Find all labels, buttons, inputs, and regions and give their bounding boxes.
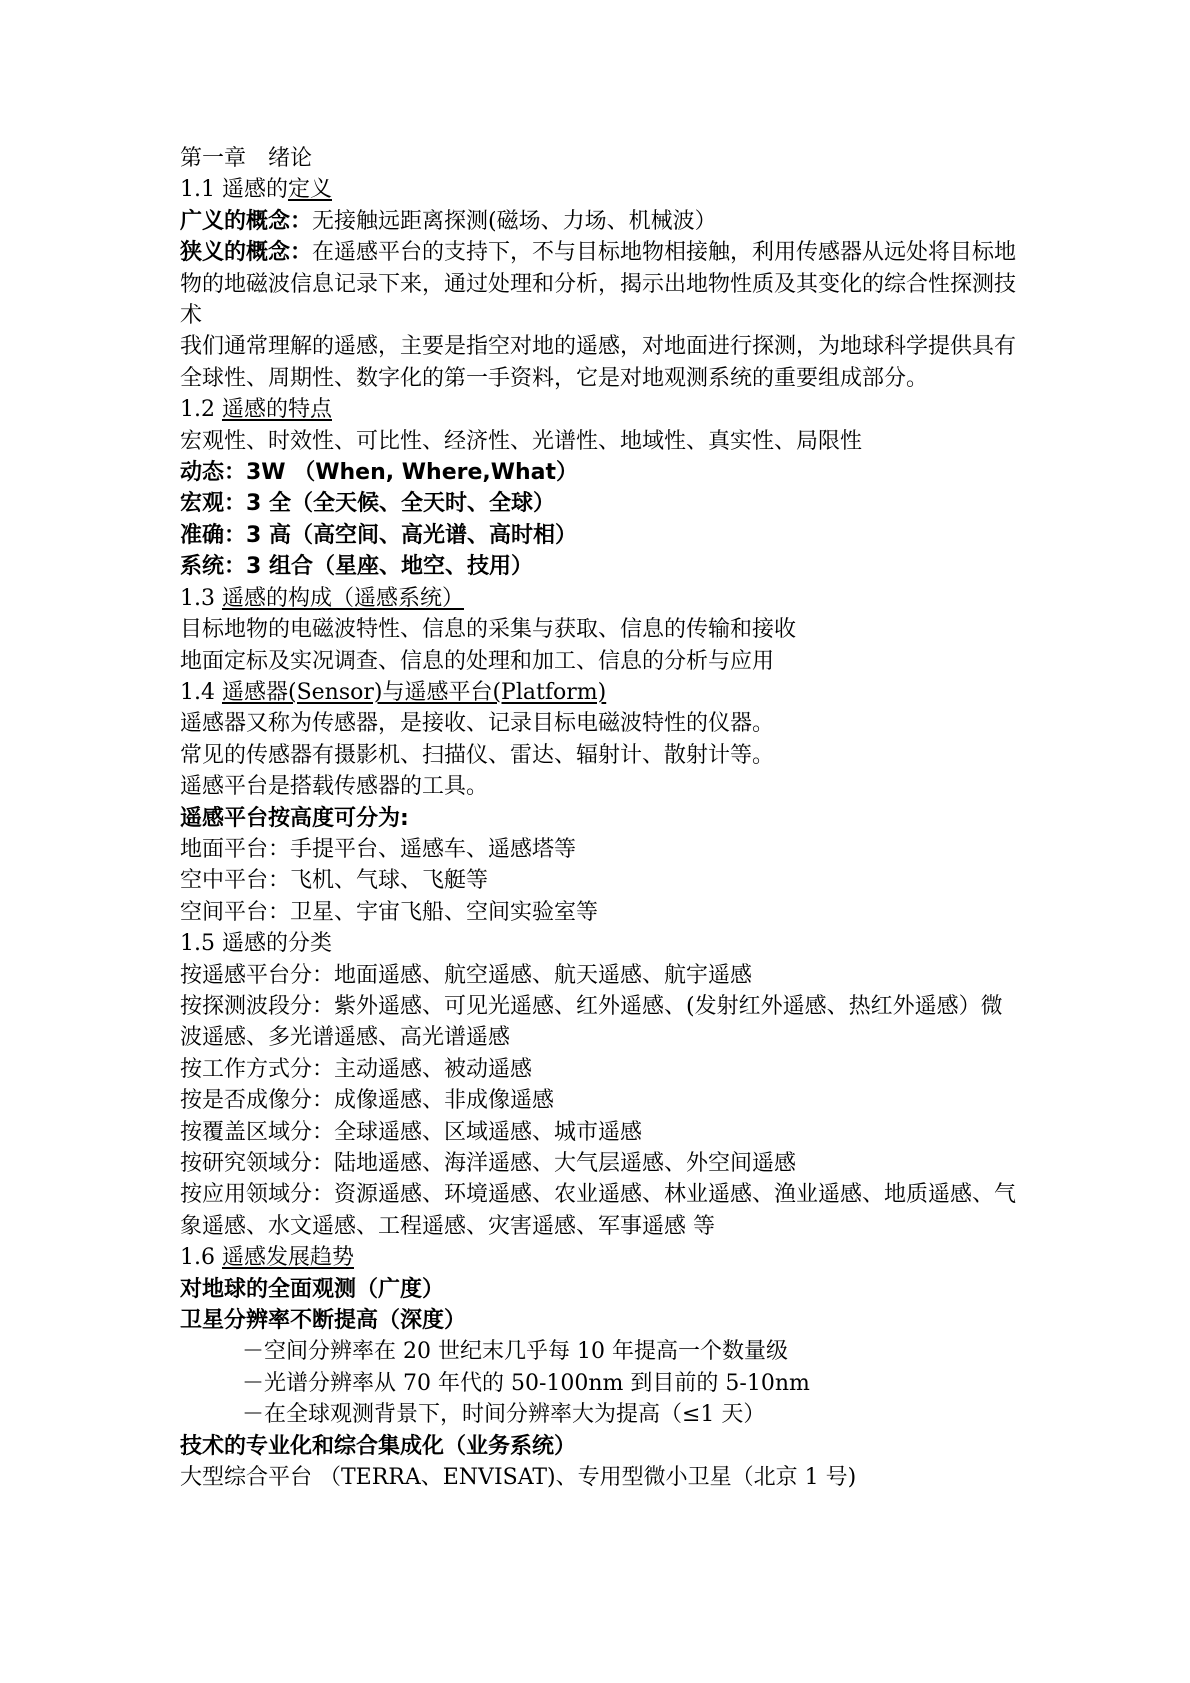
broad-concept-text: 无接触远距离探测(磁场、力场、机械波） xyxy=(312,208,717,234)
trend-spectral-resolution: －光谱分辨率从 70 年代的 50-100nm 到目前的 5-10nm xyxy=(242,1370,810,1396)
classification-application: 按应用领域分：资源遥感、环境遥感、农业遥感、林业遥感、渔业遥感、地质遥感、气象遥感、水文遥感、工程遥感、灾害遥感、军事遥感 等 xyxy=(180,1182,1017,1239)
section-1-1-heading xyxy=(180,174,1020,205)
composition-line-2: 地面定标及实况调查、信息的处理和加工、信息的分析与应用 xyxy=(180,648,775,674)
section-1-5-heading: 1.5 遥感的分类 xyxy=(180,931,332,957)
feature-macro: 宏观：3 全（全天候、全天时、全球） xyxy=(180,491,555,517)
classification-research: 按研究领域分：陆地遥感、海洋遥感、大气层遥感、外空间遥感 xyxy=(180,1151,797,1176)
composition-line-1: 目标地物的电磁波特性、信息的采集与获取、信息的传输和接收 xyxy=(180,617,797,643)
classification-mode: 按工作方式分：主动遥感、被动遥感 xyxy=(180,1056,533,1082)
trend-temporal-resolution: －在全球观测背景下，时间分辨率大为提高（≤1 天） xyxy=(242,1402,766,1428)
section-title: 定义 xyxy=(287,177,332,203)
section-1-2-heading xyxy=(180,394,1020,425)
classification-band: 按探测波段分：紫外遥感、可见光遥感、红外遥感、(发射红外遥感、热红外遥感）微波遥感、多光谱遥感、高光谱遥感 xyxy=(180,993,1003,1051)
trend-depth: 卫星分辨率不断提高（深度） xyxy=(180,1308,467,1334)
sensor-line-2: 常见的传感器有摄影机、扫描仪、雷达、辐射计、散射计等。 xyxy=(180,742,775,768)
section-title: 遥感发展趋势 xyxy=(221,1245,354,1271)
feature-dynamic: 动态：3W （When, Where,What） xyxy=(180,460,579,486)
section-title: 遥感器(Sensor)与遥感平台(Platform) xyxy=(221,679,607,705)
section-number: 1.3 xyxy=(180,585,222,611)
classification-platform: 按遥感平台分：地面遥感、航空遥感、航天遥感、航宇遥感 xyxy=(180,962,753,988)
section-number: 1.1 遥感的 xyxy=(180,177,288,203)
document-body xyxy=(180,143,1020,1493)
platform-air: 空中平台：飞机、气球、飞艇等 xyxy=(180,868,489,894)
section-1-3-heading xyxy=(180,583,1020,614)
section-number: 1.6 xyxy=(180,1245,222,1271)
trend-breadth: 对地球的全面观测（广度） xyxy=(180,1276,445,1302)
platform-ground: 地面平台：手提平台、遥感车、遥感塔等 xyxy=(180,836,577,862)
narrow-concept xyxy=(180,237,1020,331)
section-title: 遥感的构成（遥感系统） xyxy=(221,585,464,611)
section-number: 1.2 xyxy=(180,397,222,423)
trend-spatial-resolution: －空间分辨率在 20 世纪末几乎每 10 年提高一个数量级 xyxy=(242,1339,788,1365)
classification-imaging: 按是否成像分：成像遥感、非成像遥感 xyxy=(180,1088,555,1114)
section-1-4-heading xyxy=(180,677,1020,708)
platform-space: 空间平台：卫星、宇宙飞船、空间实验室等 xyxy=(180,899,599,925)
trend-platform-examples: 大型综合平台 （TERRA、ENVISAT)、专用型微小卫星（北京 1 号) xyxy=(180,1465,857,1491)
trend-integration: 技术的专业化和综合集成化（业务系统） xyxy=(180,1433,577,1459)
sensor-line-1: 遥感器又称为传感器，是接收、记录目标电磁波特性的仪器。 xyxy=(180,711,775,737)
features-list: 宏观性、时效性、可比性、经济性、光谱性、地域性、真实性、局限性 xyxy=(180,428,863,454)
section-1-6-heading xyxy=(180,1242,1020,1273)
platform-heading: 遥感平台按高度可分为: xyxy=(180,805,409,831)
feature-system: 系统：3 组合（星座、地空、技用） xyxy=(180,554,533,580)
narrow-concept-label: 狭义的概念： xyxy=(180,240,313,266)
sensor-line-3: 遥感平台是搭载传感器的工具。 xyxy=(180,774,489,800)
broad-concept xyxy=(180,206,1020,237)
section-title: 遥感的特点 xyxy=(221,397,332,423)
feature-accurate: 准确：3 高（高空间、高光谱、高时相） xyxy=(180,522,577,548)
narrow-concept-text: 在遥感平台的支持下，不与目标地物相接触，利用传感器从远处将目标地物的地磁波信息记录下来，通过处理和分析，揭示出地物性质及其变化的综合性探测技术 xyxy=(180,240,1017,329)
chapter-title: 第一章 绪论 xyxy=(180,146,313,171)
section-number: 1.4 xyxy=(180,679,222,705)
common-understanding-paragraph: 我们通常理解的遥感，主要是指空对地的遥感，对地面进行探测，为地球科学提供具有全球性、周期性、数字化的第一手资料，它是对地观测系统的重要组成部分。 xyxy=(180,334,1017,391)
classification-coverage: 按覆盖区域分：全球遥感、区域遥感、城市遥感 xyxy=(180,1119,643,1145)
broad-concept-label: 广义的概念： xyxy=(180,208,313,234)
